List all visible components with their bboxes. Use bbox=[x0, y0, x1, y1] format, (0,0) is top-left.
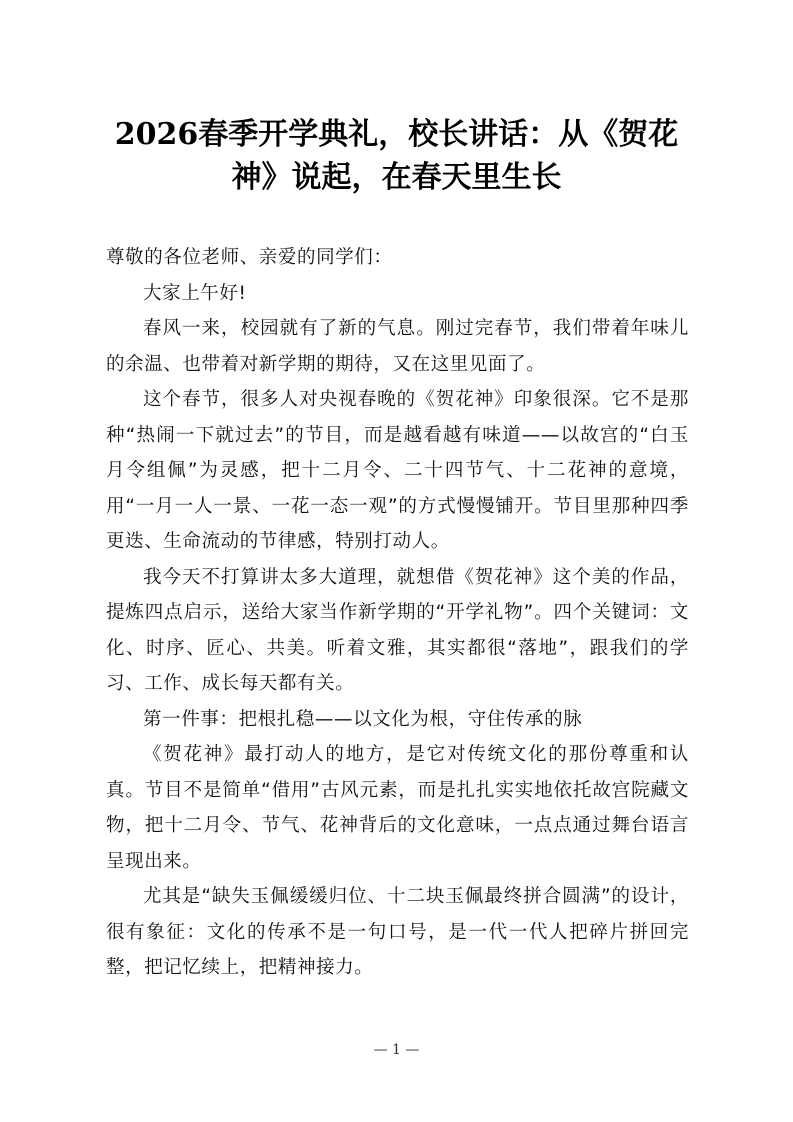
paragraph-greeting: 大家上午好! bbox=[143, 282, 247, 304]
page-number: — 1 — bbox=[373, 1042, 420, 1058]
paragraph-four-keywords: 我今天不打算讲太多大道理，就想借《贺花神》这个美的作品，提炼四点启示，送给大家当作新学期的“开学礼物”。四个关键词：文化、时序、匠心、共美。听着文雅，其实都很“落地”，跟我们的学习、工作、成长每天都有关。 bbox=[106, 566, 689, 694]
document-title: 2026春季开学典礼，校长讲话：从《贺花神》说起，在春天里生长 bbox=[114, 117, 679, 195]
paragraph-hehuashen: 这个春节，很多人对央视春晚的《贺花神》印象很深。它不是那种“热闹一下就过去”的节目，而是越看越有味道——以故宫的“白玉月令组佩”为灵感，把十二月令、二十四节气、十二花神的意境，用“一月一人一景、一花一态一观”的方式慢慢铺开。节目里那种四季更迭、生命流动的节律感，特别打动人。 bbox=[106, 389, 689, 552]
paragraph-jade-pendant: 尤其是“缺失玉佩缓缓归位、十二块玉佩最终拼合圆满”的设计，很有象征：文化的传承不是一句口号，是一代一代人把碎片拼回完整，把记忆续上，把精神接力。 bbox=[106, 886, 689, 978]
section-heading-first: 第一件事：把根扎稳——以文化为根，守住传承的脉 bbox=[143, 708, 583, 730]
document-body bbox=[106, 240, 689, 986]
salutation: 尊敬的各位老师、亲爱的同学们： bbox=[106, 247, 393, 268]
paragraph-spring-intro: 春风一来，校园就有了新的气息。刚过完春节，我们带着年味儿的余温、也带着对新学期的期待，又在这里见面了。 bbox=[106, 318, 689, 375]
paragraph-culture-respect: 《贺花神》最打动人的地方，是它对传统文化的那份尊重和认真。节目不是简单“借用”古风元素，而是扎扎实实地依托故宫院藏文物，把十二月令、节气、花神背后的文化意味，一点点通过舞台语言呈现出来。 bbox=[106, 744, 689, 872]
